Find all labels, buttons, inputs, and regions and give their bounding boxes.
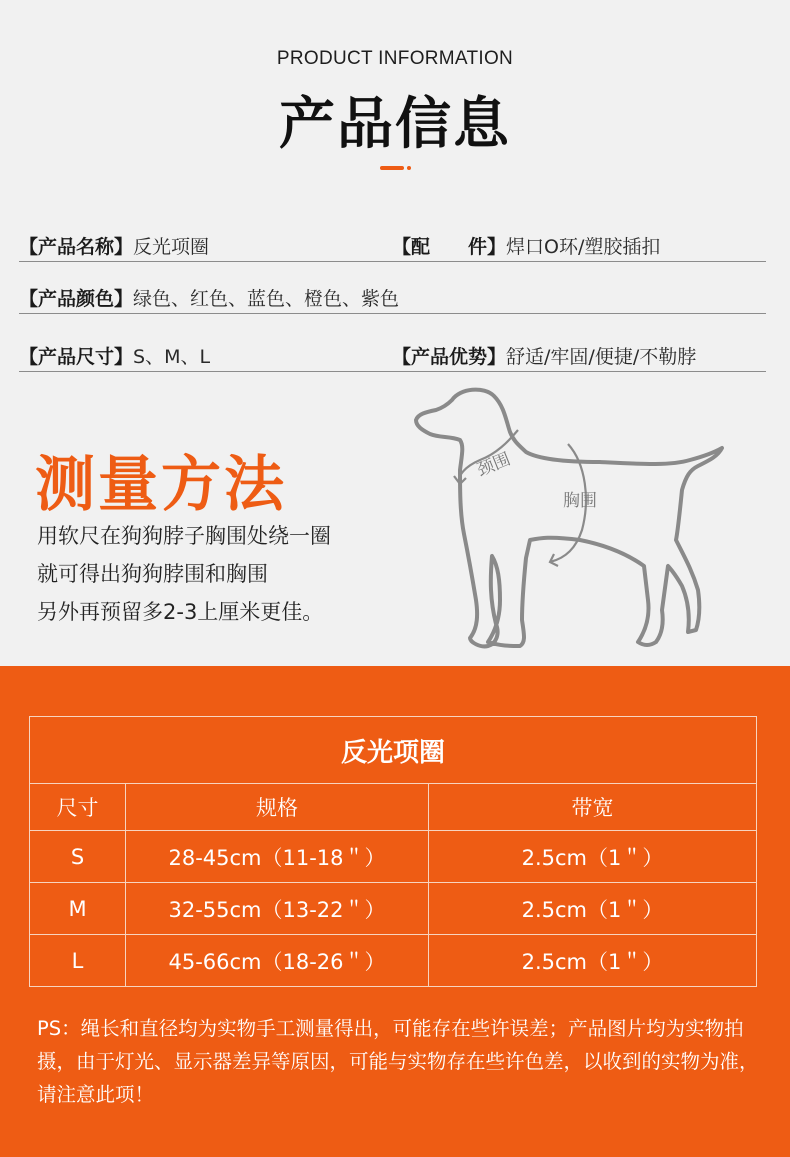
header-size: 尺寸	[30, 784, 126, 831]
parts-value: 焊口O环/塑胶插扣	[506, 236, 661, 258]
size-cell: L	[30, 935, 126, 987]
measure-instruction-3: 另外再预留多2-3上厘米更佳。	[37, 600, 324, 624]
section-title: 产品信息	[279, 92, 511, 157]
measure-title: 测量方法	[35, 450, 287, 520]
product-size-value: S、M、L	[133, 346, 211, 368]
measure-instruction-1: 用软尺在狗狗脖子胸围处绕一圈	[37, 524, 331, 548]
info-row-color	[19, 274, 766, 314]
product-advantage-key: 【产品优势】	[392, 346, 507, 368]
size-chart-section	[0, 666, 790, 1157]
spec-cell: 45-66cm（18-26＂）	[126, 935, 429, 987]
size-cell: M	[30, 883, 126, 935]
section-subtitle: PRODUCT INFORMATION	[276, 48, 514, 69]
table-caption-row	[30, 717, 757, 784]
product-size-field	[19, 342, 210, 369]
header-spec: 规格	[126, 784, 429, 831]
product-color-value: 绿色、红色、蓝色、橙色、紫色	[133, 288, 400, 310]
product-name-value: 反光项圈	[133, 236, 210, 258]
table-caption: 反光项圈	[30, 717, 757, 784]
ps-disclaimer: PS：绳长和直径均为实物手工测量得出，可能存在些许误差；产品图片均为实物拍摄，由于灯光、显示器差异等原因，可能与实物存在些许色差，以收到的实物为准，请注意此项！	[37, 1017, 759, 1106]
dog-measure-illustration	[400, 380, 740, 660]
product-advantage-field	[392, 342, 696, 369]
product-size-key: 【产品尺寸】	[19, 346, 134, 368]
spec-cell: 32-55cm（13-22＂）	[126, 883, 429, 935]
dog-outline	[416, 390, 722, 647]
table-row	[30, 831, 757, 883]
title-accent-dot	[407, 166, 411, 170]
product-color-key: 【产品颜色】	[19, 288, 134, 310]
width-cell: 2.5cm（1＂）	[429, 883, 757, 935]
row-divider	[19, 313, 766, 314]
measure-instruction-2: 就可得出狗狗脖围和胸围	[37, 562, 268, 586]
width-cell: 2.5cm（1＂）	[429, 831, 757, 883]
width-cell: 2.5cm（1＂）	[429, 935, 757, 987]
product-color-field	[19, 284, 399, 311]
row-divider	[19, 371, 766, 372]
product-advantage-value: 舒适/牢固/便捷/不勒脖	[506, 346, 697, 368]
header-width: 带宽	[429, 784, 757, 831]
info-row-size	[19, 332, 766, 372]
product-name-field	[19, 232, 209, 259]
size-chart-table	[29, 716, 757, 987]
chest-label: 胸围	[563, 491, 597, 511]
product-name-key: 【产品名称】	[19, 236, 134, 258]
table-row	[30, 935, 757, 987]
table-row	[30, 883, 757, 935]
parts-key: 【配 件】	[392, 236, 507, 258]
info-row-name	[19, 222, 766, 262]
neck-label: 颈围	[474, 449, 514, 481]
spec-cell: 28-45cm（11-18＂）	[126, 831, 429, 883]
table-header-row	[30, 784, 757, 831]
title-accent-bar	[380, 166, 404, 170]
size-cell: S	[30, 831, 126, 883]
row-divider	[19, 261, 766, 262]
parts-field	[392, 232, 660, 259]
